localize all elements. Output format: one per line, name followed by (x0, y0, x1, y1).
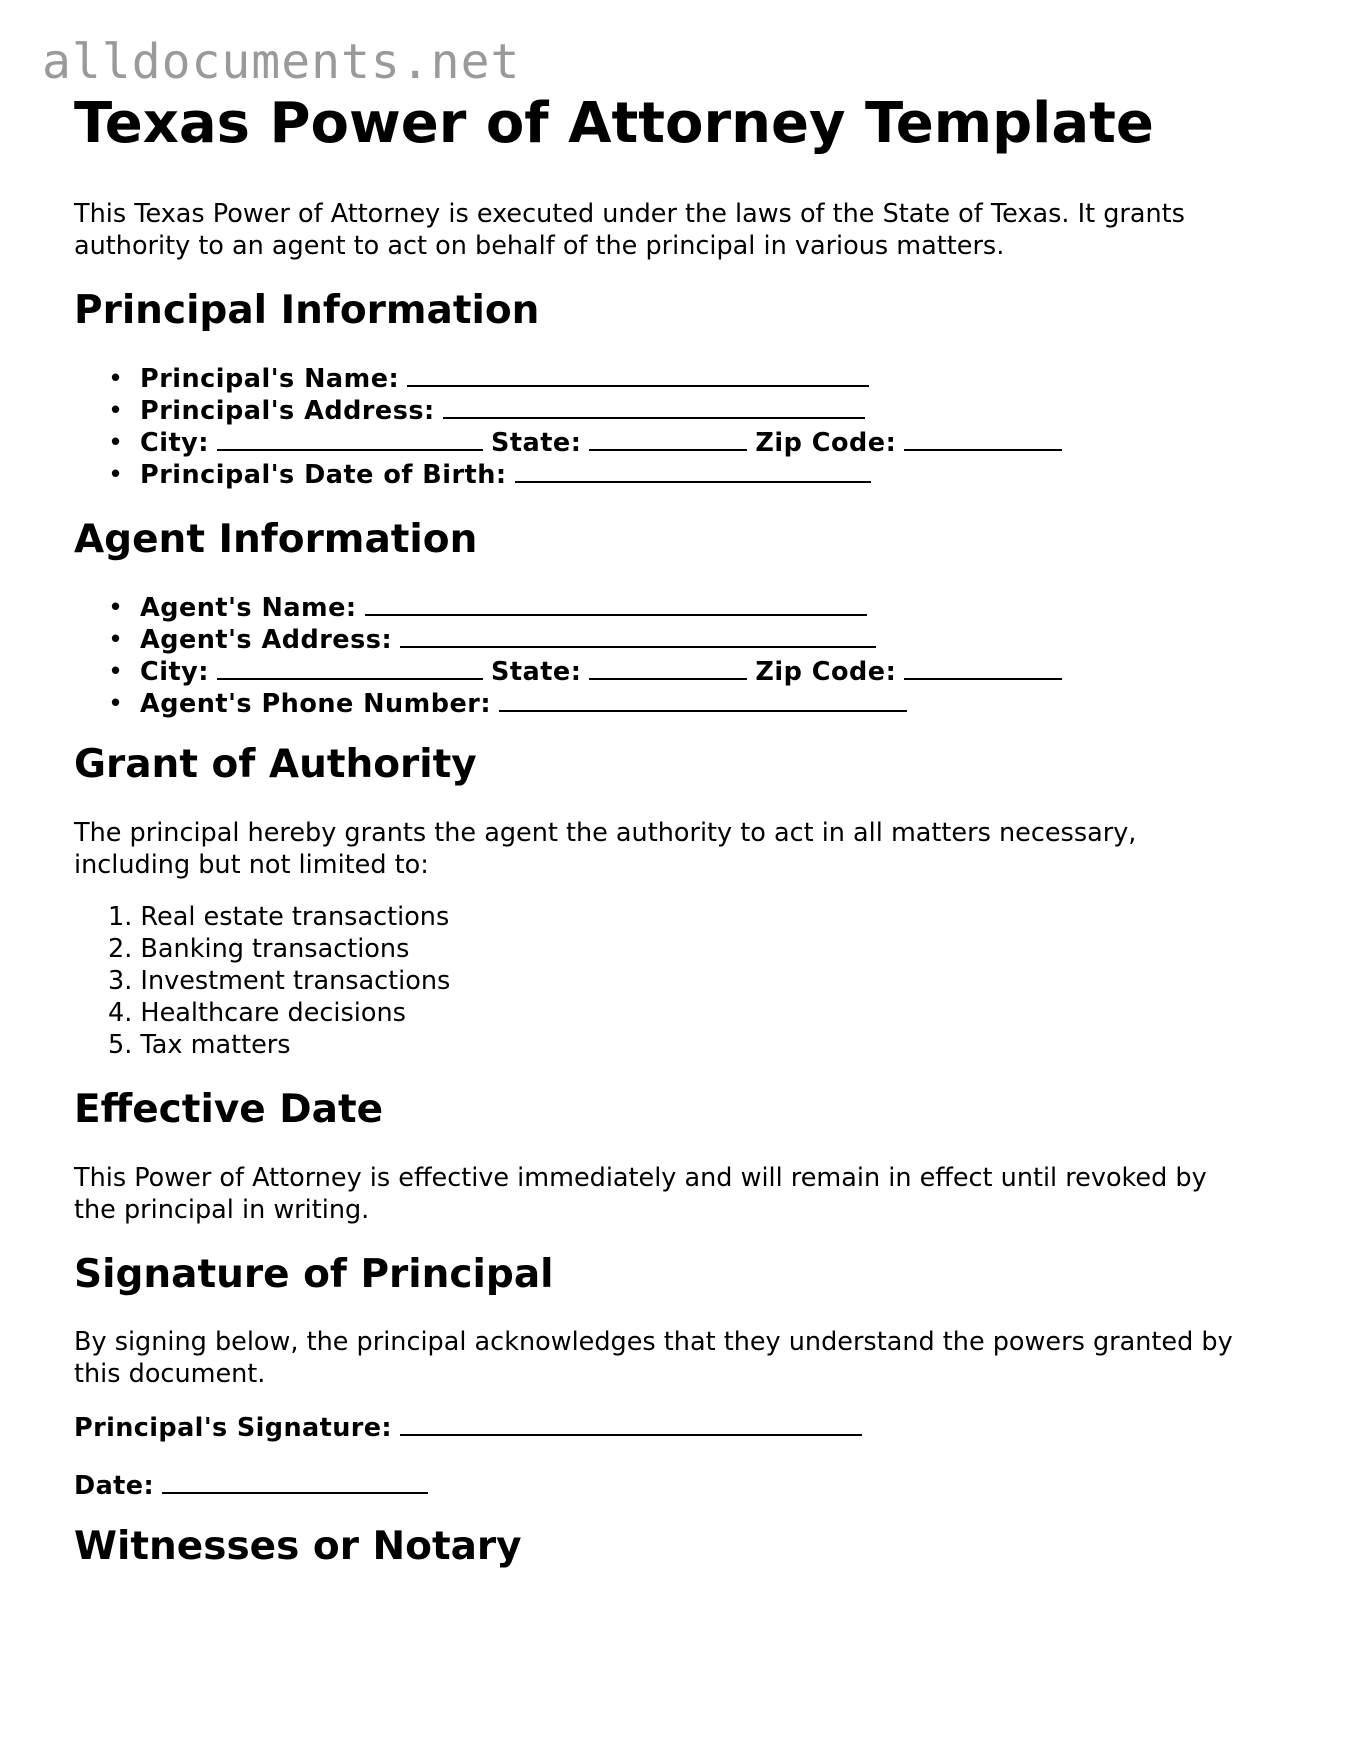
agent-phone-label: Agent's Phone Number: (140, 688, 492, 719)
date-field (74, 1470, 1274, 1502)
grant-item: 5. Tax matters (108, 1029, 291, 1060)
agent-address-label: Agent's Address: (140, 624, 393, 655)
grant-item: 2. Banking transactions (108, 933, 410, 964)
agent-name-field: • Agent's Name: (108, 592, 1274, 624)
document-page (74, 92, 1274, 1571)
principal-location-field: • City: State: Zip Code: (108, 427, 1274, 459)
principal-fields (74, 363, 1274, 491)
principal-address-label: Principal's Address: (140, 396, 435, 427)
watermark: alldocuments.net (42, 34, 521, 90)
agent-heading: Agent Information (74, 517, 478, 563)
agent-address-field: • Agent's Address: (108, 624, 1274, 656)
document-title: Texas Power of Attorney Template (74, 91, 1154, 156)
principal-signature-label: Principal's Signature: (74, 1413, 393, 1444)
agent-city-label: City: (140, 656, 209, 687)
agent-name-blank[interactable] (365, 592, 867, 616)
principal-name-field: • Principal's Name: (108, 363, 1274, 395)
intro-paragraph: This Texas Power of Attorney is executed under the laws of the State of Texas. It grants authority to an agent to act on behalf of the principal in various matters. (74, 199, 1185, 262)
principal-city-blank[interactable] (217, 427, 483, 451)
principal-dob-blank[interactable] (515, 459, 871, 483)
date-blank[interactable] (162, 1470, 428, 1494)
principal-zip-blank[interactable] (904, 427, 1062, 451)
principal-name-blank[interactable] (407, 363, 869, 387)
principal-heading: Principal Information (74, 288, 540, 334)
agent-location-field: • City: State: Zip Code: (108, 656, 1274, 688)
principal-city-label: City: (140, 428, 209, 459)
grant-item: 4. Healthcare decisions (108, 997, 406, 1028)
principal-address-blank[interactable] (443, 395, 865, 419)
agent-fields (74, 592, 1274, 720)
principal-state-blank[interactable] (589, 427, 747, 451)
agent-state-label: State: (490, 656, 582, 687)
agent-phone-field: • Agent's Phone Number: (108, 688, 1274, 720)
signature-paragraph: By signing below, the principal acknowledges that they understand the powers granted by this document. (74, 1327, 1233, 1390)
principal-signature-blank[interactable] (400, 1412, 862, 1436)
agent-zip-blank[interactable] (904, 656, 1062, 680)
principal-signature-field (74, 1412, 1274, 1444)
agent-phone-blank[interactable] (499, 688, 907, 712)
principal-zip-label: Zip Code: (755, 428, 897, 459)
witness-heading: Witnesses or Notary (74, 1524, 522, 1570)
principal-address-field: • Principal's Address: (108, 395, 1274, 427)
grant-paragraph: The principal hereby grants the agent the authority to act in all matters necessary, including but not limited to: (74, 817, 1137, 880)
agent-name-label: Agent's Name: (140, 592, 357, 623)
effective-heading: Effective Date (74, 1086, 384, 1132)
agent-city-blank[interactable] (217, 656, 483, 680)
grant-heading: Grant of Authority (74, 741, 477, 787)
grant-item: 3. Investment transactions (108, 965, 451, 996)
principal-dob-field: • Principal's Date of Birth: (108, 459, 1274, 491)
signature-heading: Signature of Principal (74, 1251, 554, 1297)
principal-state-label: State: (490, 428, 582, 459)
agent-address-blank[interactable] (400, 624, 876, 648)
agent-zip-label: Zip Code: (755, 656, 897, 687)
date-label: Date: (74, 1471, 155, 1502)
effective-paragraph: This Power of Attorney is effective immediately and will remain in effect until revoked by the principal in writing. (74, 1162, 1207, 1225)
grant-item: 1. Real estate transactions (108, 901, 450, 932)
grant-list (74, 901, 1274, 1061)
principal-name-label: Principal's Name: (140, 364, 400, 395)
agent-state-blank[interactable] (589, 656, 747, 680)
principal-dob-label: Principal's Date of Birth: (140, 460, 507, 491)
